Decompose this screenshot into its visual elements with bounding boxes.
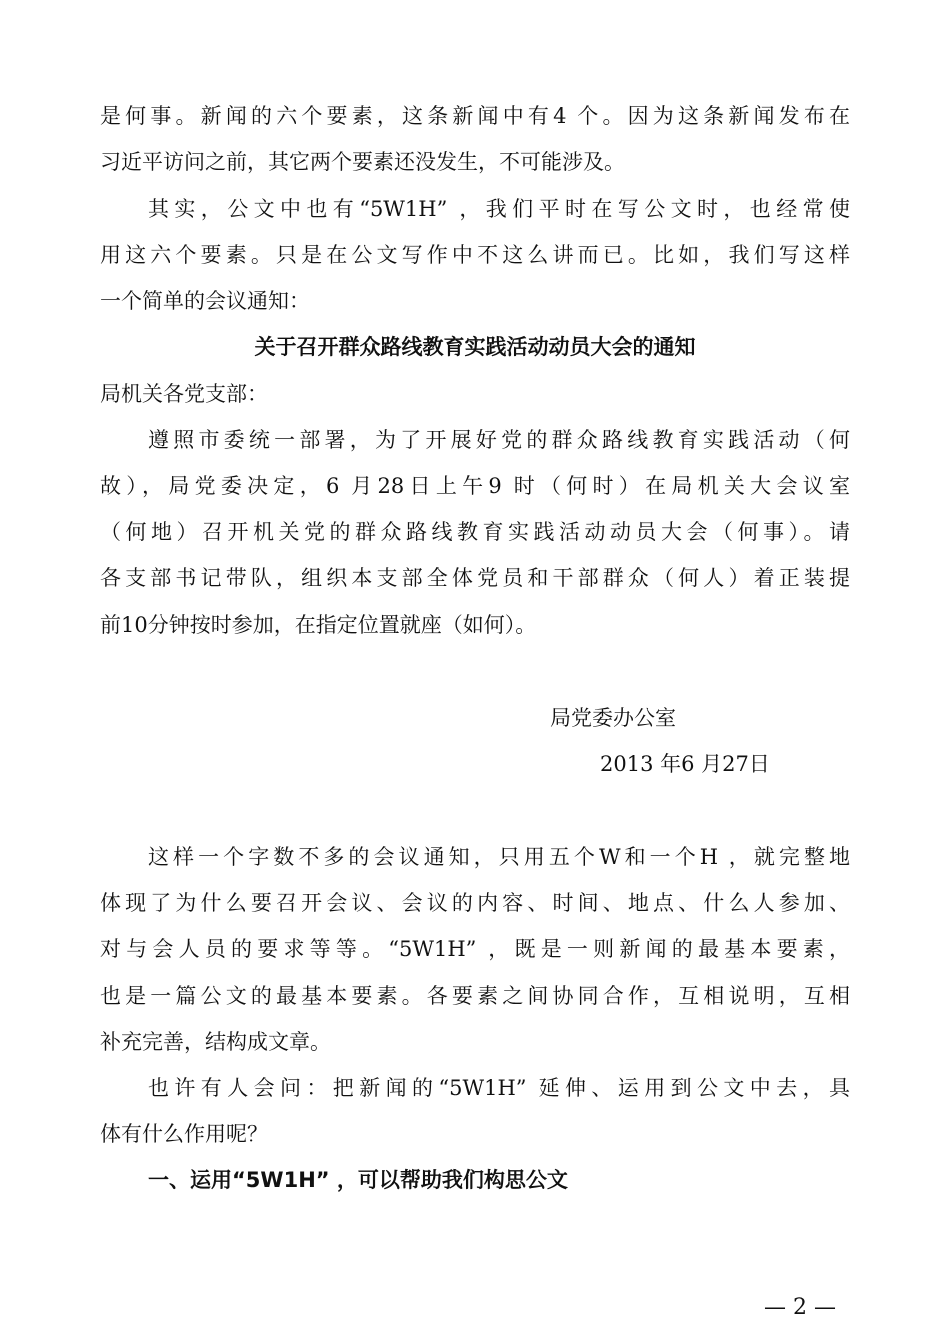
notice-title: 关于召开群众路线教育实践活动动员大会的通知	[254, 335, 696, 359]
section-heading: 一、运用“5W1H” ，可以帮助我们构思公文	[148, 1168, 568, 1192]
paragraph-3-line-5: 补充完善，结构成文章。	[100, 1030, 331, 1054]
paragraph-3-line-4: 也是一篇公文的最基本要素。各要素之间协同合作，互相说明，互相	[100, 984, 850, 1008]
notice-body-line-5: 前10分钟按时参加，在指定位置就座（如何）。	[100, 613, 537, 637]
paragraph-1-line-2: 习近平访问之前，其它两个要素还没发生，不可能涉及。	[100, 150, 625, 174]
notice-body-line-3: （何地）召开机关党的群众路线教育实践活动动员大会（何事）。请	[100, 520, 850, 544]
paragraph-2-line-3: 一个简单的会议通知：	[100, 289, 310, 313]
paragraph-4-line-1: 也许有人会问：把新闻的“5W1H” 延伸、运用到公文中去，具	[148, 1076, 850, 1100]
notice-signature: 局党委办公室	[550, 706, 676, 730]
paragraph-1-line-1: 是何事。新闻的六个要素，这条新闻中有4 个。因为这条新闻发布在	[100, 104, 850, 128]
notice-body-line-1: 遵照市委统一部署，为了开展好党的群众路线教育实践活动（何	[148, 428, 850, 452]
paragraph-3-line-3: 对与会人员的要求等等。“5W1H” ，既是一则新闻的最基本要素，	[100, 937, 850, 961]
paragraph-3-line-1: 这样一个字数不多的会议通知，只用五个W和一个H ，就完整地	[148, 845, 850, 869]
page-number: — 2 —	[764, 1295, 836, 1320]
paragraph-2-line-2: 用这六个要素。只是在公文写作中不这么讲而已。比如，我们写这样	[100, 243, 850, 267]
paragraph-3-line-2: 体现了为什么要召开会议、会议的内容、时间、地点、什么人参加、	[100, 891, 850, 915]
notice-date: 2013 年6 月27日	[600, 752, 770, 776]
notice-body-line-4: 各支部书记带队，组织本支部全体党员和干部群众（何人）着正装提	[100, 566, 850, 590]
paragraph-2-line-1: 其实，公文中也有“5W1H” ，我们平时在写公文时，也经常使	[148, 197, 850, 221]
notice-recipient: 局机关各党支部：	[100, 382, 268, 406]
paragraph-4-line-2: 体有什么作用呢？	[100, 1122, 268, 1146]
notice-body-line-2: 故），局党委决定，6 月28日上午9 时（何时）在局机关大会议室	[100, 474, 850, 498]
